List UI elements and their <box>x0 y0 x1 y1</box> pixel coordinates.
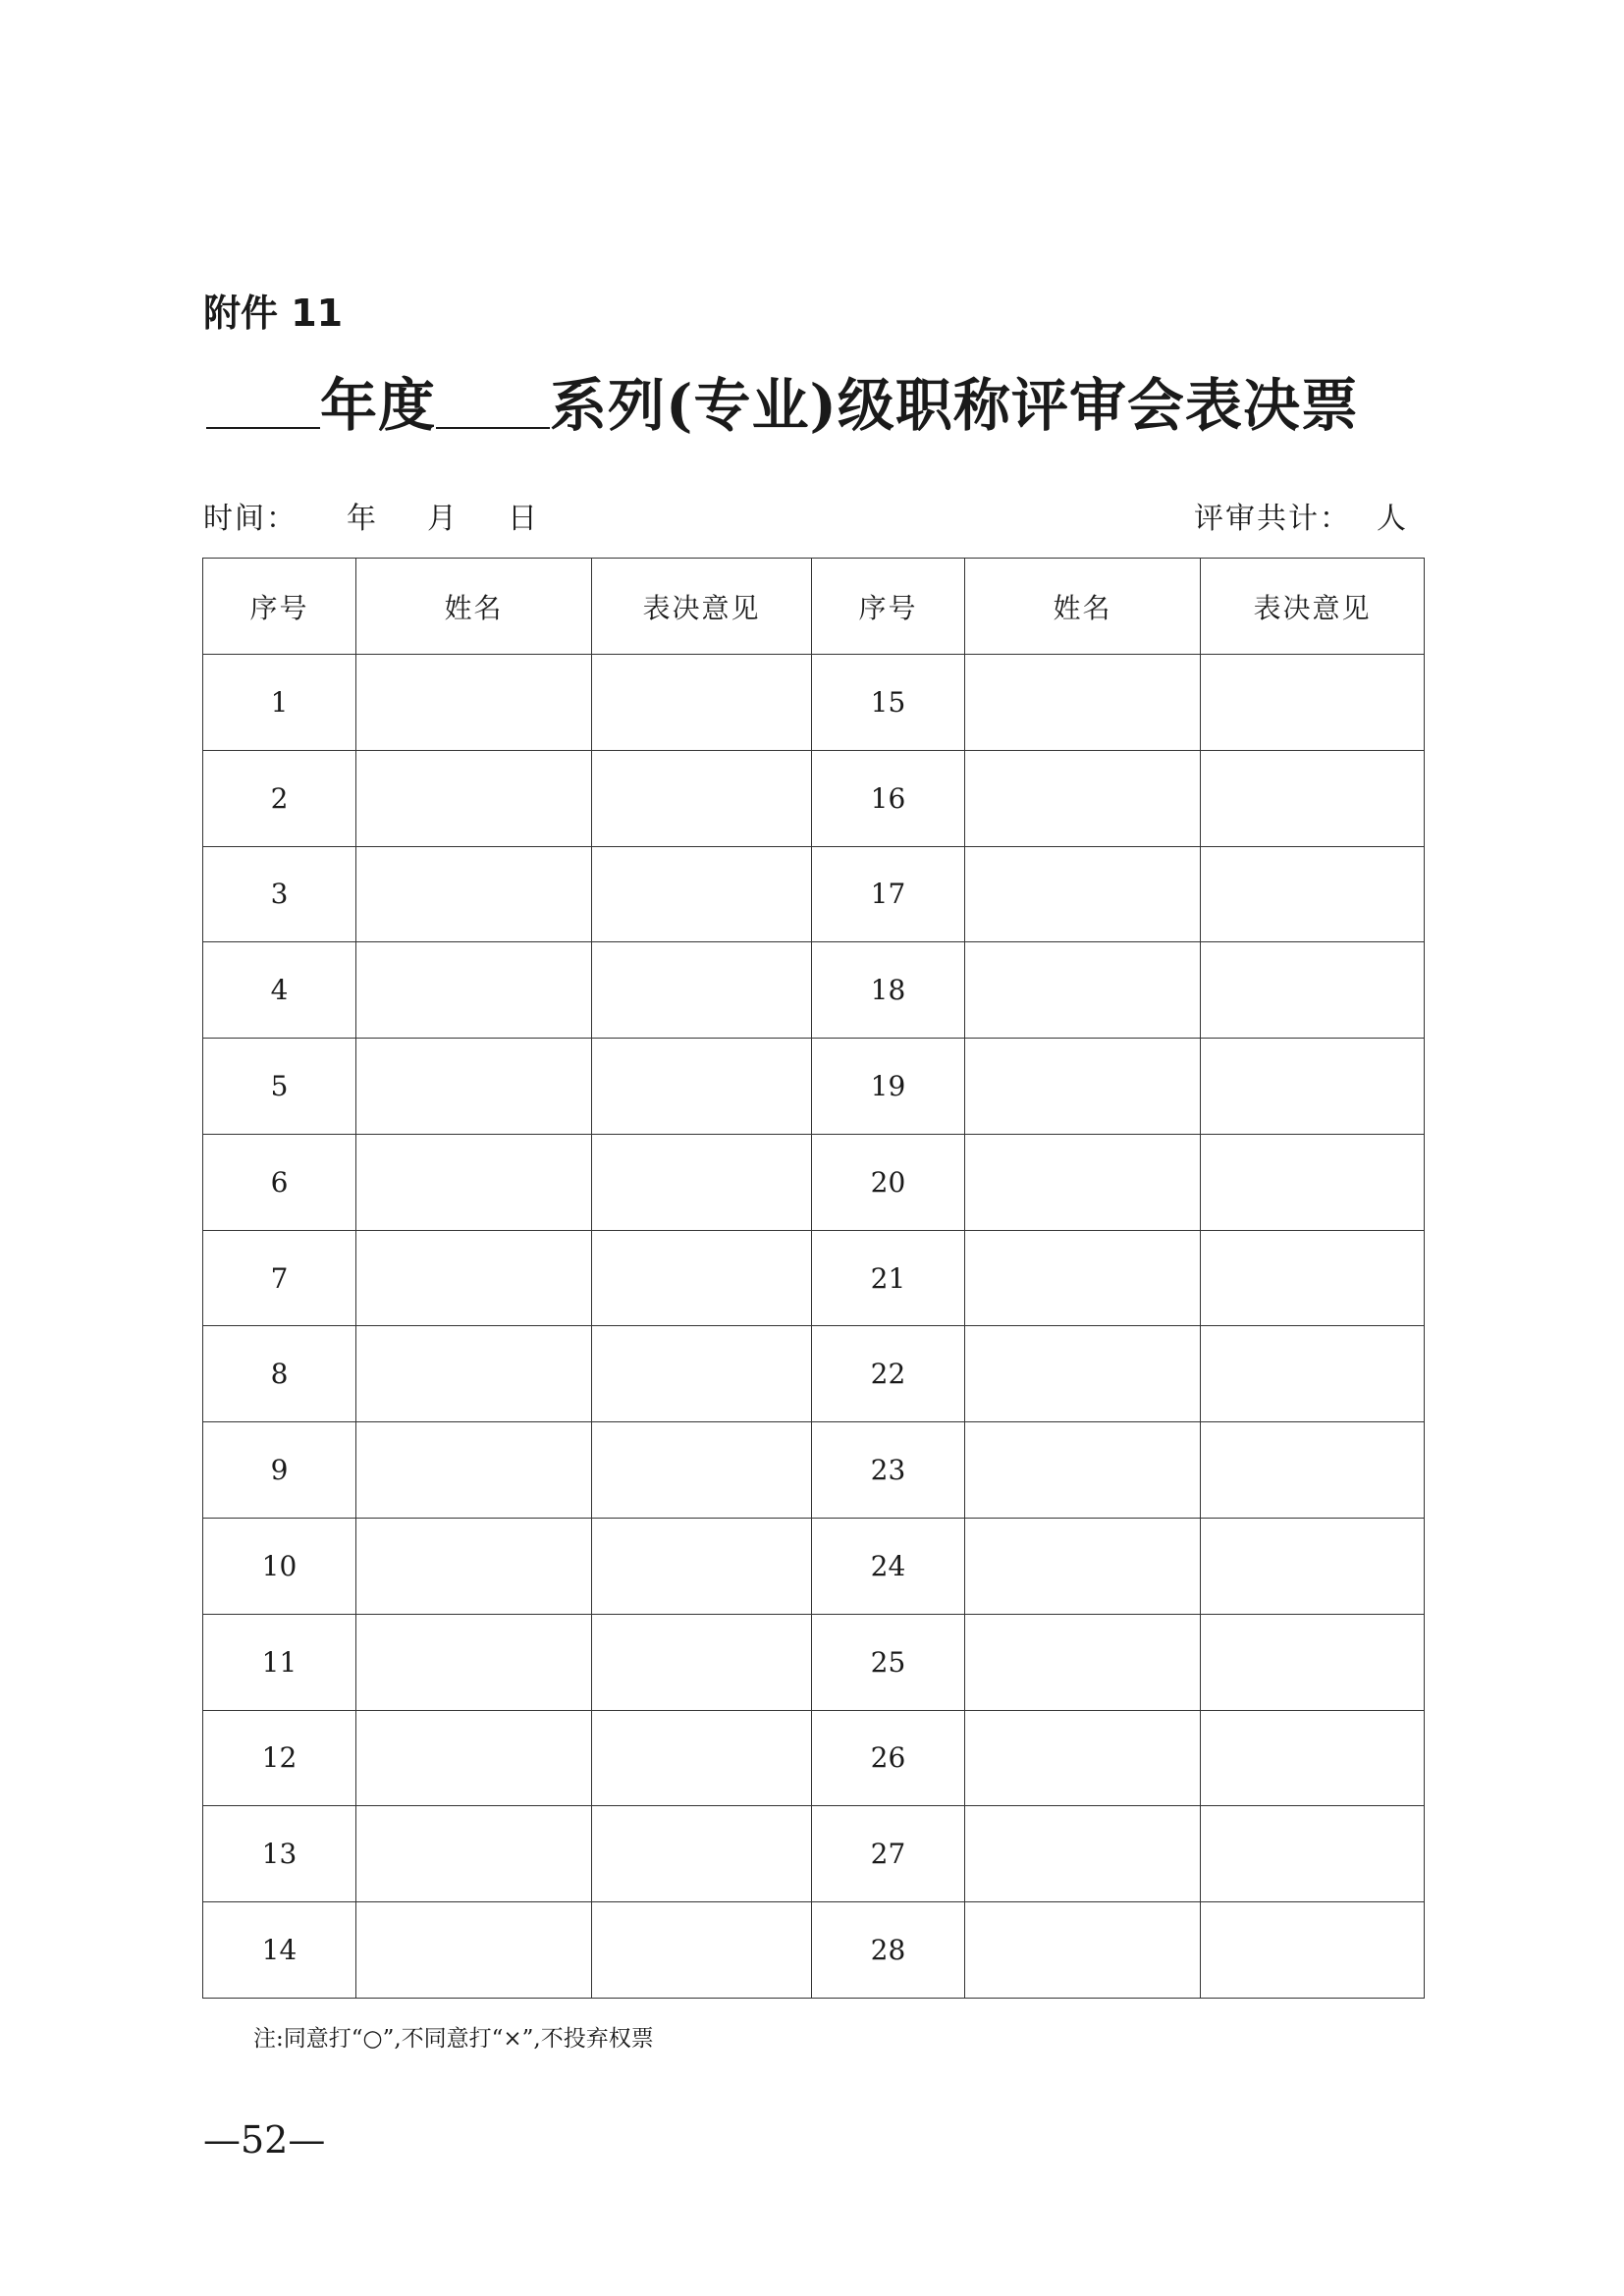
table-row <box>203 942 1425 1039</box>
seq-cell: 7 <box>203 1230 356 1326</box>
opinion-cell[interactable] <box>592 846 812 942</box>
series-blank <box>436 427 550 429</box>
opinion-cell[interactable] <box>1201 1902 1425 1999</box>
seq-cell: 17 <box>812 846 965 942</box>
table-row <box>203 655 1425 751</box>
opinion-cell[interactable] <box>1201 942 1425 1039</box>
time-label: 时间： <box>203 502 298 536</box>
opinion-cell[interactable] <box>592 655 812 751</box>
name-cell[interactable] <box>965 1806 1201 1902</box>
table-row <box>203 1614 1425 1710</box>
table-row <box>203 1326 1425 1422</box>
header-row <box>203 559 1425 655</box>
opinion-cell[interactable] <box>592 1806 812 1902</box>
table-row <box>203 846 1425 942</box>
header-seq: 序号 <box>203 559 356 655</box>
seq-cell: 2 <box>203 750 356 846</box>
seq-cell: 15 <box>812 655 965 751</box>
seq-cell: 6 <box>203 1134 356 1230</box>
header-name: 姓名 <box>965 559 1201 655</box>
opinion-cell[interactable] <box>592 1710 812 1806</box>
seq-cell: 20 <box>812 1134 965 1230</box>
vote-table <box>202 558 1425 1999</box>
opinion-cell[interactable] <box>592 1326 812 1422</box>
name-cell[interactable] <box>356 1614 592 1710</box>
seq-cell: 10 <box>203 1519 356 1615</box>
table-row <box>203 750 1425 846</box>
seq-cell: 24 <box>812 1519 965 1615</box>
total-label: 评审共计： <box>1194 502 1351 536</box>
opinion-cell[interactable] <box>1201 1806 1425 1902</box>
opinion-cell[interactable] <box>592 1519 812 1615</box>
table-row <box>203 1806 1425 1902</box>
opinion-cell[interactable] <box>1201 846 1425 942</box>
opinion-cell[interactable] <box>592 1230 812 1326</box>
seq-cell: 13 <box>203 1806 356 1902</box>
name-cell[interactable] <box>965 1710 1201 1806</box>
name-cell[interactable] <box>356 1326 592 1422</box>
opinion-cell[interactable] <box>1201 1710 1425 1806</box>
seq-cell: 18 <box>812 942 965 1039</box>
name-cell[interactable] <box>356 1039 592 1135</box>
table-row <box>203 1422 1425 1519</box>
year-label: 年 <box>347 502 378 536</box>
opinion-cell[interactable] <box>1201 1519 1425 1615</box>
opinion-cell[interactable] <box>1201 1230 1425 1326</box>
opinion-cell[interactable] <box>592 750 812 846</box>
seq-cell: 25 <box>812 1614 965 1710</box>
opinion-cell[interactable] <box>1201 1614 1425 1710</box>
name-cell[interactable] <box>965 1326 1201 1422</box>
name-cell[interactable] <box>356 1902 592 1999</box>
header-opinion: 表决意见 <box>592 559 812 655</box>
name-cell[interactable] <box>356 1134 592 1230</box>
seq-cell: 5 <box>203 1039 356 1135</box>
name-cell[interactable] <box>965 1422 1201 1519</box>
opinion-cell[interactable] <box>1201 1039 1425 1135</box>
footnote: 注:同意打“○”,不同意打“×”,不投弃权票 <box>253 2026 654 2052</box>
name-cell[interactable] <box>356 1806 592 1902</box>
year-blank <box>206 427 320 429</box>
name-cell[interactable] <box>965 942 1201 1039</box>
name-cell[interactable] <box>356 655 592 751</box>
seq-cell: 4 <box>203 942 356 1039</box>
table-row <box>203 1902 1425 1999</box>
name-cell[interactable] <box>356 1710 592 1806</box>
seq-cell: 9 <box>203 1422 356 1519</box>
name-cell[interactable] <box>356 846 592 942</box>
header-name: 姓名 <box>356 559 592 655</box>
name-cell[interactable] <box>356 1422 592 1519</box>
seq-cell: 19 <box>812 1039 965 1135</box>
seq-cell: 11 <box>203 1614 356 1710</box>
table-row <box>203 1230 1425 1326</box>
seq-cell: 1 <box>203 655 356 751</box>
attachment-label: 附件 11 <box>203 292 344 335</box>
name-cell[interactable] <box>965 1039 1201 1135</box>
name-cell[interactable] <box>965 1230 1201 1326</box>
seq-cell: 16 <box>812 750 965 846</box>
opinion-cell[interactable] <box>1201 655 1425 751</box>
name-cell[interactable] <box>965 1614 1201 1710</box>
seq-cell: 28 <box>812 1902 965 1999</box>
title-year-text: 年度 <box>320 372 437 439</box>
seq-cell: 23 <box>812 1422 965 1519</box>
opinion-cell[interactable] <box>592 1422 812 1519</box>
opinion-cell[interactable] <box>1201 1326 1425 1422</box>
table-row <box>203 1519 1425 1615</box>
opinion-cell[interactable] <box>1201 750 1425 846</box>
seq-cell: 12 <box>203 1710 356 1806</box>
total-line <box>1194 494 1408 537</box>
name-cell[interactable] <box>965 846 1201 942</box>
header-seq: 序号 <box>812 559 965 655</box>
name-cell[interactable] <box>965 1519 1201 1615</box>
time-line <box>203 494 539 537</box>
name-cell[interactable] <box>965 655 1201 751</box>
day-label: 日 <box>508 502 539 536</box>
seq-cell: 14 <box>203 1902 356 1999</box>
name-cell[interactable] <box>356 1519 592 1615</box>
person-unit: 人 <box>1377 502 1408 536</box>
seq-cell: 3 <box>203 846 356 942</box>
name-cell[interactable] <box>356 1230 592 1326</box>
header-opinion: 表决意见 <box>1201 559 1425 655</box>
name-cell[interactable] <box>965 1902 1201 1999</box>
opinion-cell[interactable] <box>592 1902 812 1999</box>
seq-cell: 22 <box>812 1326 965 1422</box>
opinion-cell[interactable] <box>592 1039 812 1135</box>
document-title <box>206 359 1424 442</box>
name-cell[interactable] <box>356 942 592 1039</box>
opinion-cell[interactable] <box>592 1614 812 1710</box>
name-cell[interactable] <box>356 750 592 846</box>
table-row <box>203 1710 1425 1806</box>
seq-cell: 8 <box>203 1326 356 1422</box>
name-cell[interactable] <box>965 750 1201 846</box>
title-series-text: 系列(专业)级职称评审会表决票 <box>550 372 1359 439</box>
opinion-cell[interactable] <box>592 1134 812 1230</box>
seq-cell: 26 <box>812 1710 965 1806</box>
opinion-cell[interactable] <box>1201 1422 1425 1519</box>
page-number: —52— <box>203 2118 326 2162</box>
table-row <box>203 1134 1425 1230</box>
table-row <box>203 1039 1425 1135</box>
month-label: 月 <box>427 502 459 536</box>
seq-cell: 27 <box>812 1806 965 1902</box>
opinion-cell[interactable] <box>1201 1134 1425 1230</box>
name-cell[interactable] <box>965 1134 1201 1230</box>
seq-cell: 21 <box>812 1230 965 1326</box>
opinion-cell[interactable] <box>592 942 812 1039</box>
